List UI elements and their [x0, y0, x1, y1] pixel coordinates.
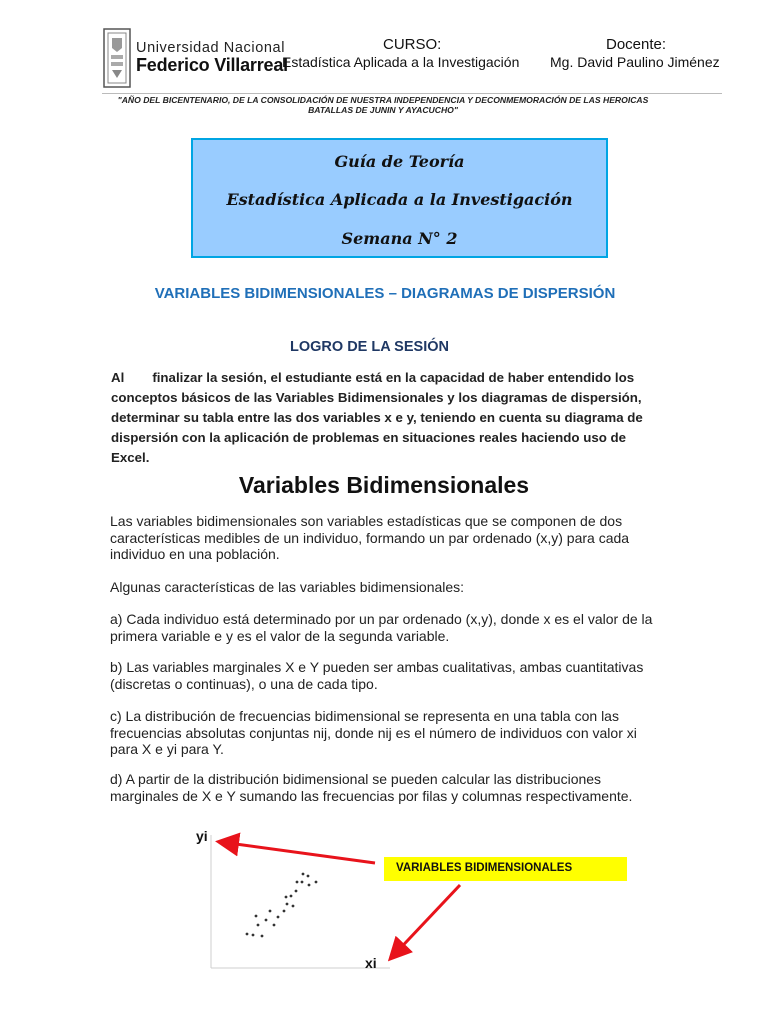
teacher-label: Docente: — [606, 36, 667, 53]
x-axis-label: xi — [365, 955, 377, 971]
university-seal-logo — [103, 28, 131, 88]
characteristic-d: d) A partir de la distribución bidimensional se pueden calcular las distribuciones marginales de X e Y sumando las frecuencias por filas y columnas respectivamente. — [110, 771, 633, 804]
session-goal-text-start: Al — [111, 370, 125, 385]
session-goal-text-rest: finalizar la sesión, el estudiante está en la capacidad de haber entendido los conceptos básicos de las Variables Bidimensionales y los diagramas de dispersión, determinar su tabla entre las dos variables x e y, teniendo en cuenta su diagrama de dispersión con la aplicación de problemas en situaciones reales haciendo uso de Excel. — [111, 370, 643, 465]
session-goal-text — [111, 368, 659, 468]
characteristic-c: c) La distribución de frecuencias bidimensional se representa en una tabla con las frecuencias absolutas conjuntas nij, donde nij es el número de individuos con valor xi para X e yi para Y. — [110, 708, 637, 757]
year-motto: "AÑO DEL BICENTENARIO, DE LA CONSOLIDACIÓN DE NUESTRA INDEPENDENCIA Y DECONMEMORACIÓN DE LAS HEROICAS BATALLAS DE JUNIN Y AYACUCHO" — [117, 95, 649, 115]
guide-title-box — [191, 138, 608, 258]
guide-course: Estadística Aplicada a la Investigación — [226, 190, 573, 209]
callout-label: VARIABLES BIDIMENSIONALES — [396, 862, 573, 874]
arrow-to-y-axis — [221, 842, 375, 863]
teacher-value: Mg. David Paulino Jiménez — [550, 54, 720, 70]
characteristics-intro: Algunas características de las variables bidimensionales: — [110, 579, 465, 595]
section-title: VARIABLES BIDIMENSIONALES – DIAGRAMAS DE DISPERSIÓN — [154, 285, 616, 302]
characteristic-a: a) Cada individuo está determinado por un par ordenado (x,y), donde x es el valor de la primera variable e y es el valor de la segunda variable. — [110, 611, 653, 644]
guide-week: Semana N° 2 — [341, 229, 458, 248]
university-name-line2: Federico Villarreal — [136, 55, 288, 75]
course-label: CURSO: — [383, 36, 442, 53]
characteristic-b: b) Las variables marginales X e Y pueden ser ambas cualitativas, ambas cuantitativas (discretas o continuas), o una de cada tipo. — [110, 659, 644, 692]
session-goal-title: LOGRO DE LA SESIÓN — [290, 339, 449, 355]
guide-title: Guía de Teoría — [334, 152, 465, 171]
course-value: Estadística Aplicada a la Investigación — [282, 54, 520, 70]
scatter-diagram — [190, 825, 650, 985]
university-name-line1: Universidad Nacional — [136, 40, 286, 56]
bidimensional-variables-callout — [384, 857, 627, 881]
scatter-points — [246, 873, 318, 938]
intro-paragraph: Las variables bidimensionales son variables estadísticas que se componen de dos características medibles de un individuo, formando un par ordenado (x,y) para cada individuo en una población. — [110, 513, 630, 562]
y-axis-label: yi — [196, 828, 208, 844]
arrow-to-x-axis — [392, 885, 460, 957]
header-divider — [102, 93, 722, 94]
main-heading: Variables Bidimensionales — [238, 472, 530, 498]
